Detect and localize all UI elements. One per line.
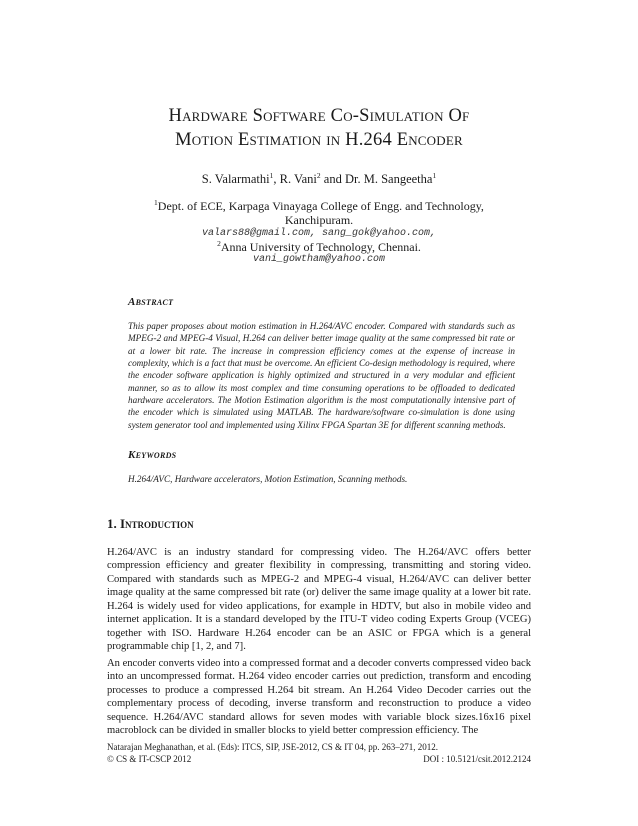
footer-doi: DOI : 10.5121/csit.2012.2124: [423, 754, 531, 764]
author-2: R. Vani: [279, 172, 317, 186]
keywords-heading: Keywords: [128, 449, 177, 461]
author-sep-1: ,: [273, 172, 280, 186]
affiliation-2: [90, 240, 548, 254]
abstract-text: This paper proposes about motion estimation in H.264/AVC encoder. Compared with standards such as MPEG-2 and MPEG-4 Visual, H.264 can deliver better image quality at the same compressed bit rate or at a lower bit rate. The increase in compression efficiency comes at the expense of increase in complexity, which is a fact that must be overcome. An efficient Co-design methodology is required, where the encoder software application is highly optimized and structured in a very modular and efficient manner, so as to allow its most complex and time consuming operations to be offloaded to dedicated hardware accelerators. The Motion Estimation algorithm is the most computationally intensive part of the encoder which is simulated using MATLAB. The hardware/software co-simulation is done using system generator tool and implemented using Xilinx FPGA Spartan 3E for different scanning methods.: [128, 321, 515, 430]
author-3: Dr. M. Sangeetha: [344, 172, 433, 186]
affiliation-1-marker: 1: [154, 198, 158, 207]
affiliation-1-line-2: Kanchipuram.: [284, 213, 354, 227]
email-line-1: valars88@gmail.com, sang_gok@yahoo.com,: [201, 228, 437, 239]
affiliation-1: [90, 199, 548, 227]
author-1: S. Valarmathi: [201, 172, 270, 186]
introduction-paragraph-1: H.264/AVC is an industry standard for compressing video. The H.264/AVC offers better compression efficiency and greater flexibility in compressing, transmitting and storing video. Compared with standards such as MPEG-2 and MPEG-4 visual, H.264/AVC can deliver better image quality at the same compressed bit rate (or) deliver the same image quality at a lower bit rate. H.264 is widely used for video applications, for example in HDTV, but also in mobile video and internet application. It is a standard developed by the ITU-T video coding Experts Group (VCEG) together with ISO. Hardware H.264 encoder can be an ASIC or FPGA which is a general programmable chip [1, 2, and 7].: [107, 547, 531, 653]
abstract-heading: Abstract: [128, 296, 174, 308]
affiliation-2-marker: 2: [217, 239, 221, 248]
title-line-2: Motion Estimation in H.264 Encoder: [175, 130, 463, 150]
footer-bottom-line: [107, 754, 531, 765]
email-line-2: vani_gowtham@yahoo.com: [252, 254, 386, 265]
author-3-affil: 1: [432, 170, 437, 180]
author-list: [60, 171, 578, 187]
footer-citation: Natarajan Meghanathan, et al. (Eds): ITCS, SIP, JSE-2012, CS & IT 04, pp. 263–271, 2012.: [107, 742, 439, 752]
paper-title: [60, 104, 578, 152]
affiliation-2-text: Anna University of Technology, Chennai.: [220, 240, 421, 254]
author-sep-2: and: [320, 172, 345, 186]
affiliation-1-line-1: Dept. of ECE, Karpaga Vinayaga College of Engg. and Technology,: [157, 199, 484, 213]
introduction-heading: 1. Introduction: [107, 516, 194, 531]
title-line-1: Hardware Software Co-Simulation Of: [168, 106, 470, 126]
author-2-affil: 2: [316, 170, 321, 180]
footer-copyright: © CS & IT-CSCP 2012: [107, 754, 192, 764]
introduction-paragraph-2: An encoder converts video into a compressed format and a decoder converts compressed video back into an uncompressed format. H.264 video encoder carries out prediction, transform and encoding processes to produce a compressed H.264 bit stream. An H.264 Video Decoder carries out the complementary process of decoding, inverse transform and reconstruction to produce a video sequence. H.264/AVC standard allows for seven modes with variable block sizes.16x16 pixel macroblock can be divided in smaller blocks to yield better compression efficiency. The: [107, 658, 531, 737]
author-1-affil: 1: [269, 170, 274, 180]
keywords-text: H.264/AVC, Hardware accelerators, Motion Estimation, Scanning methods.: [128, 474, 408, 484]
